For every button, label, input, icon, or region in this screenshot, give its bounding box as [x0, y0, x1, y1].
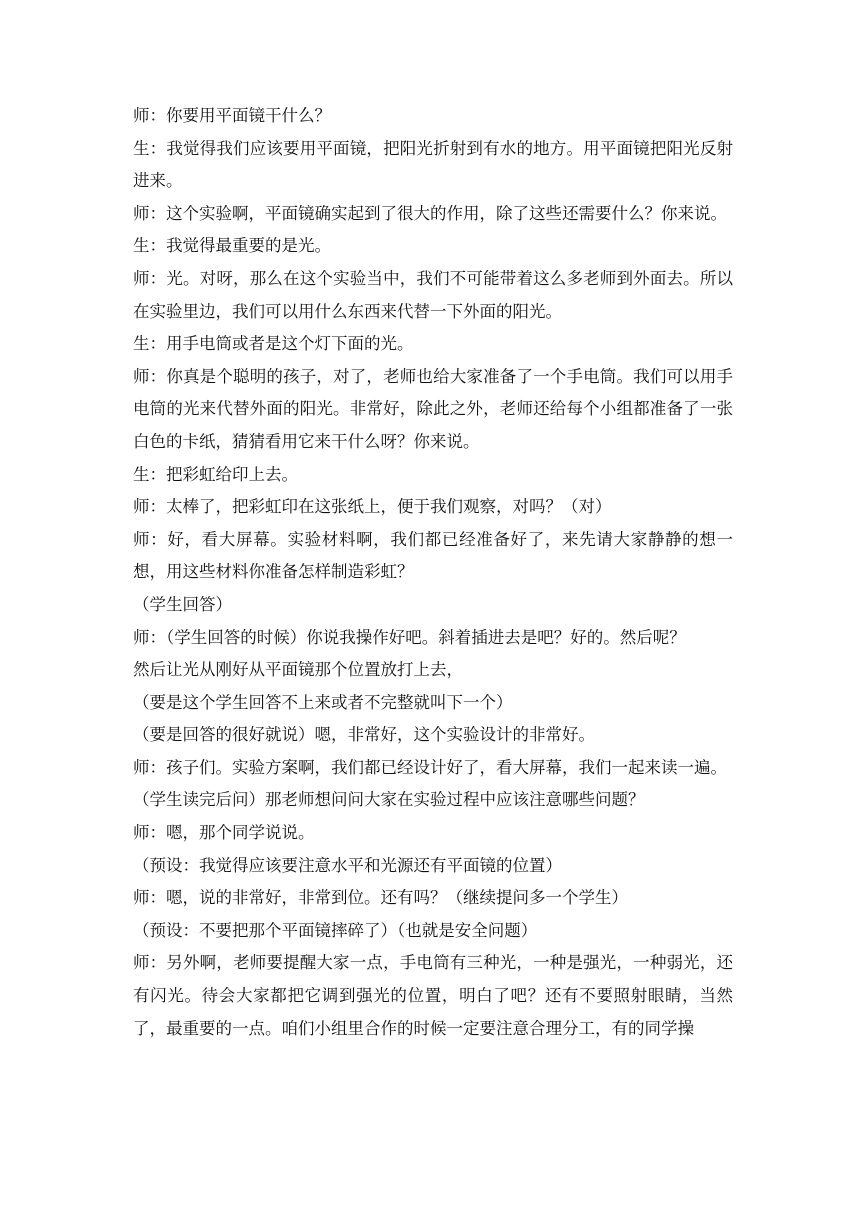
paragraph-20: 师：嗯，说的非常好，非常到位。还有吗？（继续提问多一个学生）	[133, 888, 628, 908]
document-page	[133, 100, 733, 1045]
paragraph-1: 师：你要用平面镜干什么？	[133, 106, 331, 125]
paragraph-10: 师：好，看大屏幕。实验材料啊，我们都已经准备好了，来先请大家静静的想一想，用这些材料你准备怎样制造彩虹？	[133, 529, 733, 582]
paragraph-3: 师：这个实验啊，平面镜确实起到了很大的作用，除了这些还需要什么？你来说。	[133, 203, 727, 223]
paragraph-14: （要是这个学生回答不上来或者不完整就叫下一个）	[133, 692, 513, 712]
paragraph-15: （要是回答的很好就说）嗯，非常好，这个实验设计的非常好。	[133, 725, 595, 745]
paragraph-12: 师：（学生回答的时候）你说我操作好吧。斜着插进去是吧？好的。然后呢？	[133, 627, 686, 647]
paragraph-21: （预设：不要把那个平面镜摔碎了）（也就是安全问题）	[133, 920, 538, 940]
paragraph-7: 师：你真是个聪明的孩子，对了，老师也给大家准备了一个手电筒。我们可以用手电筒的光来代替外面的阳光。非常好，除此之外，老师还给每个小组都准备了一张白色的卡纸，猜猜看用它来干什么呀？你来说。	[133, 366, 733, 451]
paragraph-22: 师：另外啊，老师要提醒大家一点，手电筒有三种光，一种是强光，一种弱光，还有闪光。待会大家都把它调到强光的位置，明白了吧？还有不要照射眼睛，当然了，最重要的一点。咱们小组里合作的时候一定要注意合理分工，有的同学操	[133, 953, 733, 1038]
paragraph-8: 生：把彩虹给印上去。	[133, 464, 298, 484]
paragraph-11: （学生回答）	[133, 594, 232, 614]
paragraph-9: 师：太棒了，把彩虹印在这张纸上，便于我们观察，对吗？（对）	[133, 497, 612, 517]
paragraph-19: （预设：我觉得应该要注意水平和光源还有平面镜的位置）	[133, 855, 562, 875]
paragraph-17: （学生读完后问）那老师想问问大家在实验过程中应该注意哪些问题？	[133, 790, 645, 810]
paragraph-16: 师：孩子们。实验方案啊，我们都已经设计好了，看大屏幕，我们一起来读一遍。	[133, 757, 727, 777]
paragraph-18: 师：嗯，那个同学说说。	[133, 823, 315, 843]
paragraph-4: 生：我觉得最重要的是光。	[133, 236, 331, 256]
paragraph-13: 然后让光从刚好从平面镜那个位置放打上去，	[133, 660, 463, 680]
paragraph-2: 生：我觉得我们应该要用平面镜，把阳光折射到有水的地方。用平面镜把阳光反射进来。	[133, 138, 733, 191]
paragraph-6: 生：用手电筒或者是这个灯下面的光。	[133, 334, 414, 354]
paragraph-5: 师：光。对呀，那么在这个实验当中，我们不可能带着这么多老师到外面去。所以在实验里边，我们可以用什么东西来代替一下外面的阳光。	[133, 268, 733, 321]
